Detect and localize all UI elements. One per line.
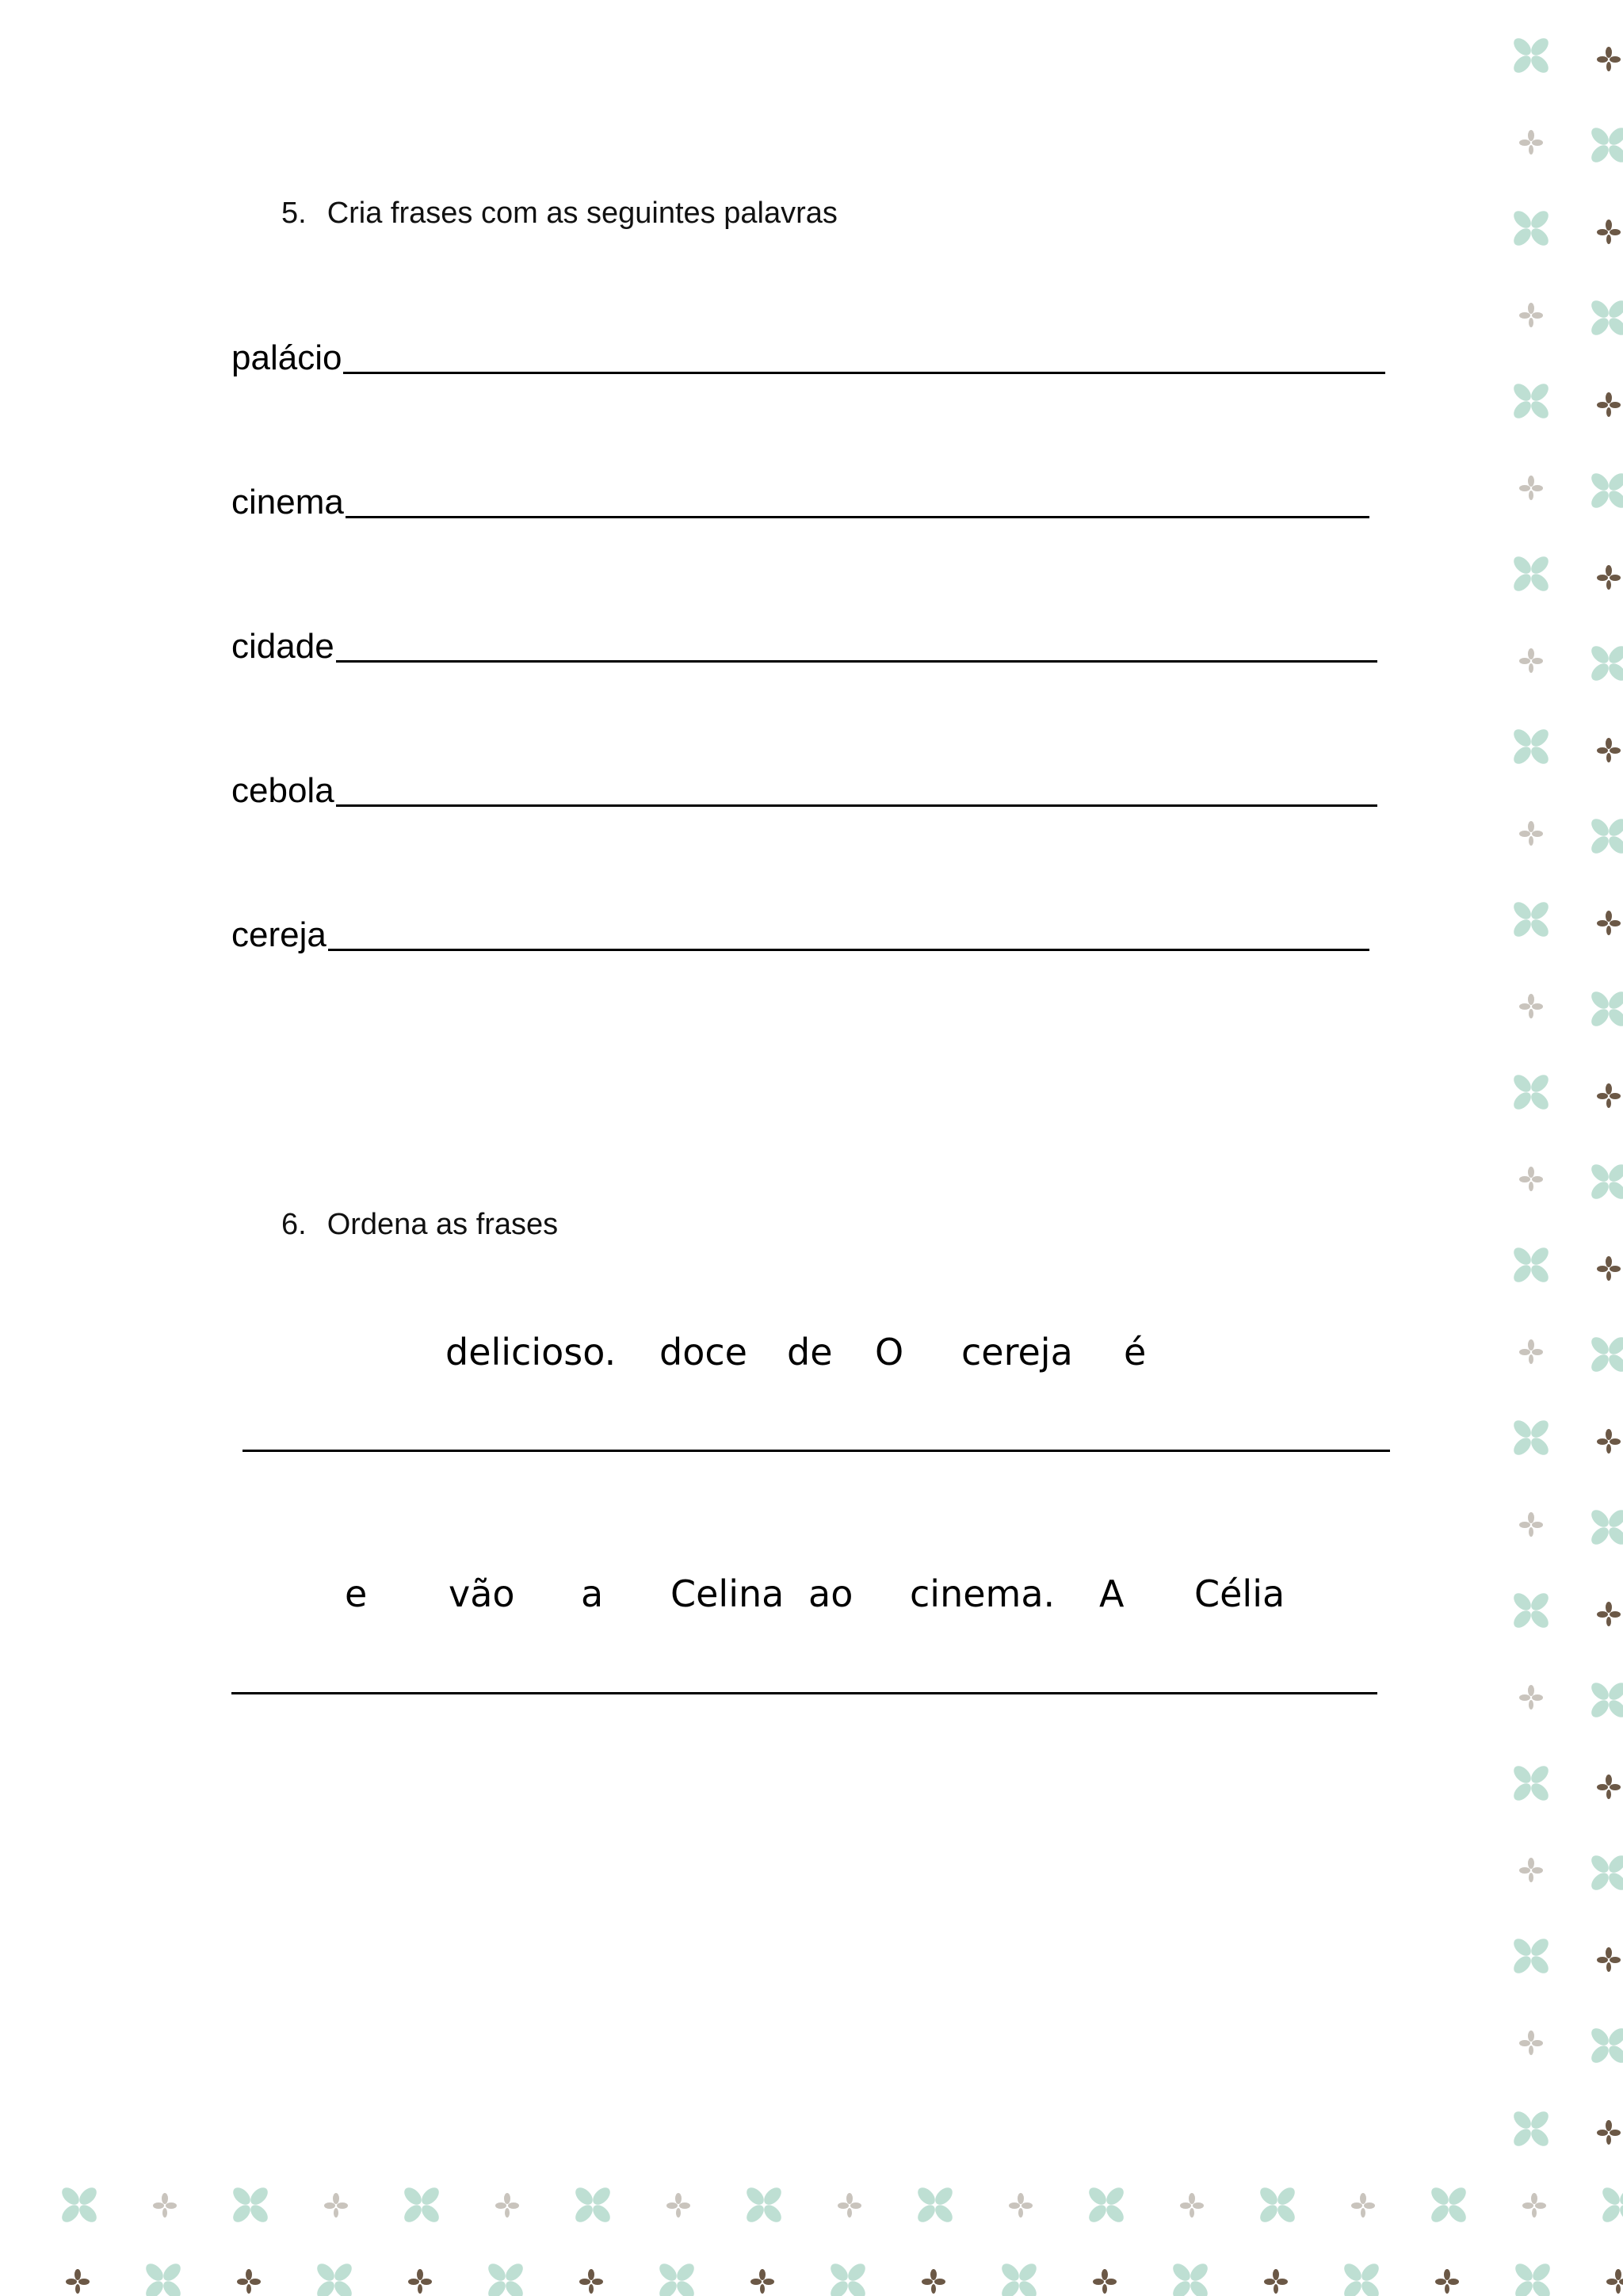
sprig-icon: [1606, 2269, 1623, 2294]
four-petal-flower-icon: [1170, 2260, 1211, 2296]
four-petal-flower-icon: [915, 2184, 956, 2225]
sprig-icon: [1519, 1339, 1543, 1364]
scrambled-word: a: [581, 1572, 604, 1615]
four-petal-flower-icon: [485, 2260, 526, 2296]
floral-border-bottom: [0, 2172, 1623, 2296]
word-cebola: cebola: [231, 771, 334, 810]
scrambled-word: Célia: [1194, 1572, 1285, 1615]
scrambled-word: de: [787, 1331, 833, 1373]
sprig-icon: [1597, 2120, 1621, 2145]
four-petal-flower-icon: [1510, 899, 1552, 940]
sprig-icon: [1519, 994, 1543, 1018]
four-petal-flower-icon: [1428, 2184, 1469, 2225]
question-5-heading: [281, 198, 838, 228]
sprig-icon: [1519, 821, 1543, 846]
scrambled-sentence-2: [0, 1572, 1623, 1623]
answer-rule: [336, 660, 1377, 663]
four-petal-flower-icon: [1588, 2025, 1623, 2066]
sprig-icon: [1597, 565, 1621, 590]
answer-rule: [343, 372, 1385, 374]
sentence-line-cebola[interactable]: [231, 771, 1377, 813]
question-5-title: Cria frases com as seguintes palavras: [327, 197, 838, 230]
four-petal-flower-icon: [1510, 726, 1552, 767]
scrambled-word: e: [345, 1572, 368, 1615]
question-6-number: 6.: [281, 1208, 307, 1241]
four-petal-flower-icon: [59, 2184, 100, 2225]
four-petal-flower-icon: [1510, 35, 1552, 76]
four-petal-flower-icon: [1588, 1334, 1623, 1375]
four-petal-flower-icon: [1510, 380, 1552, 422]
four-petal-flower-icon: [143, 2260, 184, 2296]
sprig-icon: [1597, 1429, 1621, 1454]
scrambled-word: vão: [449, 1572, 515, 1615]
sprig-icon: [666, 2193, 690, 2218]
four-petal-flower-icon: [1588, 1161, 1623, 1202]
sentence-line-cereja[interactable]: [231, 915, 1369, 957]
four-petal-flower-icon: [1588, 124, 1623, 166]
four-petal-flower-icon: [1510, 1935, 1552, 1977]
sprig-icon: [1435, 2269, 1459, 2294]
sprig-icon: [1597, 392, 1621, 417]
scrambled-word: doce: [659, 1331, 747, 1373]
four-petal-flower-icon: [656, 2260, 697, 2296]
sprig-icon: [1519, 1685, 1543, 1710]
four-petal-flower-icon: [230, 2184, 271, 2225]
four-petal-flower-icon: [1086, 2184, 1127, 2225]
answer-rule: [336, 804, 1377, 807]
sprig-icon: [1597, 47, 1621, 71]
four-petal-flower-icon: [1510, 1590, 1552, 1631]
sprig-icon: [1519, 1512, 1543, 1537]
sprig-icon: [1519, 648, 1543, 673]
sprig-icon: [1597, 1947, 1621, 1972]
four-petal-flower-icon: [1588, 470, 1623, 511]
four-petal-flower-icon: [827, 2260, 869, 2296]
sprig-icon: [1597, 911, 1621, 935]
question-6-title: Ordena as frases: [327, 1208, 559, 1241]
four-petal-flower-icon: [314, 2260, 355, 2296]
sprig-icon: [750, 2269, 774, 2294]
four-petal-flower-icon: [1510, 1072, 1552, 1113]
answer-line-2[interactable]: [231, 1692, 1377, 1694]
four-petal-flower-icon: [1599, 2184, 1623, 2225]
sprig-icon: [579, 2269, 603, 2294]
four-petal-flower-icon: [1588, 988, 1623, 1030]
four-petal-flower-icon: [1512, 2260, 1553, 2296]
sprig-icon: [408, 2269, 432, 2294]
sprig-icon: [495, 2193, 519, 2218]
four-petal-flower-icon: [1510, 208, 1552, 249]
four-petal-flower-icon: [1510, 1244, 1552, 1286]
sprig-icon: [1597, 1775, 1621, 1799]
word-palacio: palácio: [231, 338, 342, 377]
word-cereja: cereja: [231, 915, 327, 954]
four-petal-flower-icon: [999, 2260, 1040, 2296]
scrambled-word: cinema.: [910, 1572, 1056, 1615]
sprig-icon: [1180, 2193, 1204, 2218]
sprig-icon: [1264, 2269, 1288, 2294]
sprig-icon: [1597, 1602, 1621, 1626]
scrambled-word: é: [1124, 1331, 1147, 1373]
four-petal-flower-icon: [1588, 1507, 1623, 1548]
sprig-icon: [1519, 303, 1543, 327]
four-petal-flower-icon: [1257, 2184, 1298, 2225]
four-petal-flower-icon: [1588, 643, 1623, 684]
sprig-icon: [1597, 1083, 1621, 1108]
answer-rule: [346, 516, 1369, 518]
sprig-icon: [1519, 2030, 1543, 2055]
four-petal-flower-icon: [743, 2184, 785, 2225]
sprig-icon: [324, 2193, 348, 2218]
scrambled-word: Celina: [670, 1572, 785, 1615]
sprig-icon: [838, 2193, 861, 2218]
floral-border-right: [1498, 0, 1623, 2296]
four-petal-flower-icon: [1588, 1679, 1623, 1721]
sentence-line-cinema[interactable]: [231, 485, 1369, 525]
sprig-icon: [66, 2269, 90, 2294]
four-petal-flower-icon: [1510, 1417, 1552, 1458]
four-petal-flower-icon: [1588, 297, 1623, 338]
scrambled-word: ao: [808, 1572, 854, 1615]
sprig-icon: [1009, 2193, 1033, 2218]
sentence-line-palacio[interactable]: [231, 338, 1385, 380]
four-petal-flower-icon: [1341, 2260, 1382, 2296]
answer-rule: [328, 949, 1369, 951]
scrambled-word: delicioso.: [445, 1331, 617, 1373]
question-5-number: 5.: [281, 197, 307, 230]
four-petal-flower-icon: [1588, 816, 1623, 857]
sprig-icon: [153, 2193, 177, 2218]
scrambled-word: cereja: [961, 1331, 1073, 1373]
scrambled-word: O: [875, 1331, 904, 1373]
scrambled-word: A: [1099, 1572, 1125, 1615]
sprig-icon: [1519, 476, 1543, 500]
sprig-icon: [1519, 130, 1543, 155]
sprig-icon: [237, 2269, 261, 2294]
four-petal-flower-icon: [572, 2184, 613, 2225]
sprig-icon: [1522, 2193, 1546, 2218]
sprig-icon: [1597, 220, 1621, 244]
sentence-line-cidade[interactable]: [231, 629, 1377, 669]
sprig-icon: [922, 2269, 945, 2294]
word-cinema: cinema: [231, 483, 344, 521]
answer-line-1[interactable]: [242, 1450, 1390, 1452]
question-6-heading: [281, 1209, 558, 1240]
sprig-icon: [1351, 2193, 1375, 2218]
four-petal-flower-icon: [1510, 2108, 1552, 2149]
scrambled-sentence-1: [0, 1331, 1623, 1381]
four-petal-flower-icon: [1588, 1852, 1623, 1893]
word-cidade: cidade: [231, 627, 334, 666]
sprig-icon: [1093, 2269, 1117, 2294]
sprig-icon: [1519, 1858, 1543, 1882]
four-petal-flower-icon: [1510, 1763, 1552, 1804]
sprig-icon: [1519, 1167, 1543, 1191]
sprig-icon: [1597, 738, 1621, 762]
four-petal-flower-icon: [1510, 553, 1552, 594]
four-petal-flower-icon: [401, 2184, 442, 2225]
sprig-icon: [1597, 1256, 1621, 1281]
